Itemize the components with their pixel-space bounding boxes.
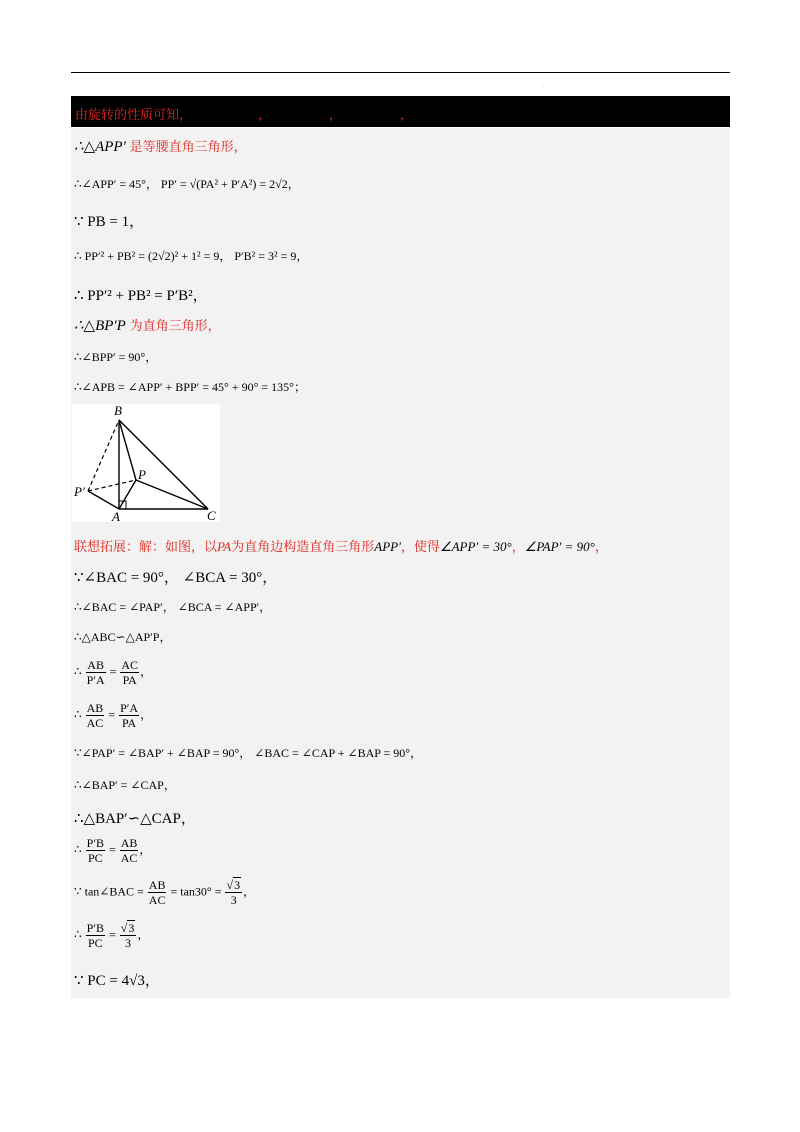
sqrt-sign: √	[120, 921, 128, 935]
solution-panel	[71, 128, 730, 998]
comma: ，	[140, 664, 153, 679]
line-20	[74, 921, 149, 950]
sqrt-sign: √	[226, 878, 234, 892]
text: ，	[511, 540, 525, 555]
line-8: ∴∠APB = ∠APP′ + BPP′ = 45° + 90° = 135°；	[74, 380, 306, 394]
equals: =	[108, 707, 116, 722]
line-18	[74, 836, 151, 865]
numerator: AB	[87, 658, 104, 672]
label-A: A	[112, 509, 120, 522]
math: ∠APP′ = 30°	[439, 539, 512, 554]
numerator: P′B	[86, 836, 104, 850]
header-text: 由旋转的性质可知， ， ， ，	[75, 108, 413, 123]
line-11: ∴∠BAC = ∠PAP′， ∠BCA = ∠APP′，	[74, 600, 272, 614]
therefore: ∴	[74, 707, 82, 722]
equals: =	[108, 842, 116, 857]
comma: ，	[137, 927, 150, 942]
line-2: ∴∠APP′ = 45°， PP′ = √(PA² + P′A²) = 2√2，	[74, 177, 300, 191]
line-1	[74, 136, 247, 156]
line-12: ∴△ABC∽△AP′P，	[74, 630, 172, 644]
denominator: AC	[120, 851, 138, 865]
denominator: PC	[87, 936, 103, 950]
red-text: 为直角三角形，	[129, 319, 221, 334]
denominator: AC	[86, 716, 104, 730]
fraction	[119, 701, 139, 730]
edge-PC	[136, 480, 208, 509]
therefore: ∴	[74, 842, 82, 857]
math: ∴△APP′	[74, 139, 126, 155]
dashed-P'P	[88, 480, 136, 491]
fraction	[148, 878, 167, 907]
text: ，使得	[400, 540, 440, 555]
line-17: ∴△BAP′∽△CAP，	[74, 811, 196, 827]
text: ∵ tan∠BAC =	[74, 884, 144, 899]
radicand: 3	[128, 921, 135, 935]
comma: ，	[243, 884, 256, 899]
line-13	[74, 658, 152, 687]
top-rule	[71, 72, 730, 73]
figure-svg	[72, 404, 220, 522]
therefore: ∴	[74, 664, 82, 679]
denominator: PC	[87, 851, 103, 865]
dashed-P'B	[88, 420, 119, 491]
line-19	[74, 878, 255, 907]
numerator: AB	[120, 836, 138, 850]
label-P: P	[138, 467, 146, 482]
equals: =	[108, 927, 116, 942]
comma: ，	[140, 707, 153, 722]
line-14	[74, 701, 152, 730]
fraction	[86, 836, 105, 865]
comma: ，	[139, 842, 152, 857]
radicand: 3	[234, 878, 241, 892]
page-dot: ·	[543, 84, 545, 91]
line-6	[74, 315, 221, 335]
fraction	[120, 658, 139, 687]
fraction	[120, 921, 137, 950]
denominator: 3	[125, 936, 132, 950]
text: 为直角边构造直角三角形	[231, 540, 375, 555]
line-9	[74, 536, 608, 555]
line-7: ∴∠BPP′ = 90°，	[74, 350, 158, 364]
numerator: P′A	[120, 701, 139, 715]
fraction	[225, 878, 242, 907]
numerator: P′B	[86, 921, 104, 935]
edge-BC	[119, 420, 208, 509]
denominator: AC	[148, 893, 166, 907]
math: PA	[217, 539, 232, 554]
header-bar	[71, 96, 730, 127]
geometry-figure	[72, 404, 220, 522]
denominator: PA	[122, 673, 137, 687]
label-B: B	[114, 404, 122, 418]
line-10: ∵∠BAC = 90°， ∠BCA = 30°，	[74, 570, 278, 586]
numerator	[120, 921, 137, 936]
math: ∠PAP′ = 90°	[524, 539, 595, 554]
fraction	[86, 701, 105, 730]
math: APP′	[374, 539, 401, 554]
red-text: 是等腰直角三角形，	[129, 140, 247, 155]
fraction	[86, 658, 106, 687]
fraction	[86, 921, 105, 950]
line-3: ∵ PB = 1，	[74, 214, 145, 230]
line-16: ∴∠BAP′ = ∠CAP，	[74, 778, 176, 792]
edge-AP	[119, 480, 136, 509]
line-4: ∴ PP′² + PB² = (2√2)² + 1² = 9， P′B² = 3² = 9，	[74, 249, 309, 263]
math: ∴△BP′P	[74, 318, 126, 334]
text: 联想拓展：解：如图，以	[74, 540, 218, 555]
denominator: 3	[230, 893, 237, 907]
text: ，	[594, 540, 608, 555]
line-21: ∵ PC = 4√3，	[74, 973, 160, 989]
numerator: AC	[121, 658, 139, 672]
numerator: AB	[148, 878, 166, 892]
label-C: C	[207, 508, 216, 522]
text: = tan30° =	[170, 884, 222, 899]
edge-P'A	[88, 491, 119, 509]
numerator	[225, 878, 242, 893]
equals: =	[109, 664, 117, 679]
therefore: ∴	[74, 927, 82, 942]
fraction	[120, 836, 139, 865]
line-15: ∵∠PAP′ = ∠BAP′ + ∠BAP = 90°， ∠BAC = ∠CAP + ∠BAP = 90°，	[74, 746, 423, 760]
line-5: ∴ PP′² + PB² = P′B²，	[74, 288, 208, 304]
numerator: AB	[86, 701, 104, 715]
denominator: P′A	[86, 673, 105, 687]
denominator: PA	[121, 716, 137, 730]
label-P-prime: P′	[74, 484, 85, 499]
